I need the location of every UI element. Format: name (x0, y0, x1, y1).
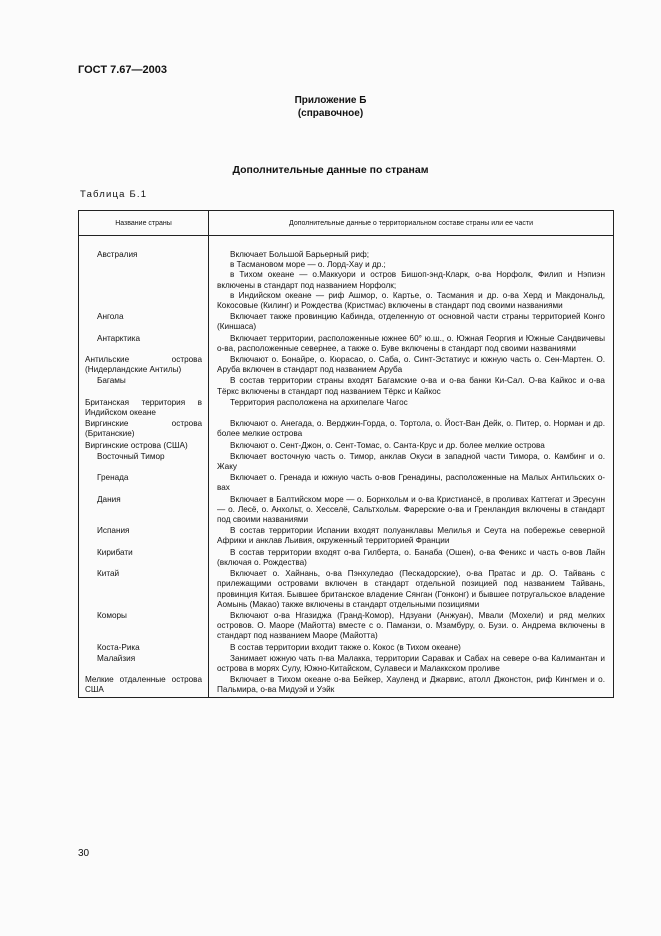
table-row (79, 311, 614, 332)
table-row (79, 440, 614, 451)
table-row (79, 610, 614, 642)
country-details (209, 397, 614, 418)
country-name: Виргинские острова (Британские) (79, 418, 209, 439)
details-paragraph: Включает также провинцию Кабинда, отделенную от основной части страны территорией Конго (Киншаса) (217, 312, 605, 332)
details-paragraph: Занимает южную чать п-ва Малакка, территории Саравак и Сабах на севере о-ва Калимантан и острова в морях Сулу, Южно-Китайском, Сулавеси и Малаккском проливе (217, 653, 605, 673)
page-number: 30 (78, 848, 90, 859)
details-paragraph: Территория расположена на архипелаге Чагос (230, 397, 408, 407)
country-name: Мелкие отдаленные острова США (79, 674, 209, 697)
country-name: Малайзия (79, 653, 209, 674)
country-name: Коморы (79, 610, 209, 642)
table-header-row (79, 211, 614, 236)
country-name: Антильские острова (Нидерландские Антилы) (79, 354, 209, 375)
table-row (79, 236, 614, 312)
country-details (209, 354, 614, 375)
country-name: Кирибати (79, 547, 209, 568)
table-row (79, 642, 614, 653)
table-row (79, 674, 614, 697)
details-paragraph: Включают о. Сент-Джон, о. Сент-Томас, о. Санта-Крус и др. более мелкие острова (230, 440, 545, 450)
country-details (209, 653, 614, 674)
country-details (209, 472, 614, 493)
country-details (209, 525, 614, 546)
table-row (79, 375, 614, 396)
details-paragraph: Включает Большой Барьерный риф; (230, 250, 370, 259)
table-row (79, 494, 614, 526)
appendix-type: (справочное) (297, 108, 364, 119)
details-paragraph: Включают о. Анегада, о. Верджин-Горда, о. Тортола, о. Йост-Ван Дейк, о. Питер, о. Норман и др. более мелкие острова (217, 419, 605, 439)
country-details (209, 440, 614, 451)
country-name: Австралия (79, 236, 209, 312)
country-data-table (78, 210, 614, 698)
column-header-country: Название страны (79, 211, 209, 236)
country-details (209, 333, 614, 354)
country-details (209, 642, 614, 653)
details-paragraph: Включает в Тихом океане о-ва Бейкер, Хауленд и Джарвис, атолл Джонстон, риф Кингмен и о. Пальмира, о-ва Мидуэй и Уэйк (217, 675, 605, 695)
country-details (209, 311, 614, 332)
details-paragraph: Включает восточную часть о. Тимор, анклав Окуси в западной части Тимора, о. Камбинг и о. Жаку (217, 451, 605, 472)
country-details (209, 610, 614, 642)
country-details (209, 451, 614, 472)
details-paragraph: Включает о. Гренада и южную часть о-вов Гренадины, расположенные на Малых Антильских о-вах (217, 473, 605, 493)
country-name: Гренада (79, 472, 209, 493)
country-details (209, 674, 614, 697)
country-name: Ангола (79, 311, 209, 332)
details-paragraph: Включают о-ва Нгазиджа (Гранд-Комор), Ндзуани (Анжуан), Мвали (Мохели) и ряд мелких островов. О. Маоре (Майотта) вместе с о. Паманзи, о. Мзамбуру, о. Бузи. о. Андрема включены в стандарт под названием Маоре (Майотта) (217, 610, 605, 641)
details-paragraph: Включает в Балтийском море — о. Борнхольм и о-ва Кристиансё, в проливах Каттегат и Эресунн — о. Лесё, о. Анхольт, о. Хесселё, Сальтхольм. Фарерские о-ва и Гренландия включены в стандарт под своими названиями (217, 494, 605, 525)
country-name: Китай (79, 568, 209, 610)
details-paragraph: Включает о. Хайнань, о-ва Пэнхуледао (Пескадорские), о-ва Пратас и др. О. Тайвань с прилежащими островами включен в стандарт отдельной позицией под названием Тайвань, провинция Китая. Бывшее британское владение Сянган (Гонконг) и бывшее потругальское владение Аомынь (Макао) также включены в стандарт отдельными позициями (217, 569, 605, 609)
table-row (79, 354, 614, 375)
country-name: Антарктика (79, 333, 209, 354)
table-row (79, 568, 614, 610)
country-name: Испания (79, 525, 209, 546)
country-name: Дания (79, 494, 209, 526)
country-details (209, 375, 614, 396)
country-name: Коста-Рика (79, 642, 209, 653)
details-paragraph: в Индийском океане — риф Ашмор, о. Картье, о. Тасмания и др. о-ва Херд и Макдональд, Кокосовые (Килинг) и Рождества (Кристмас) включены в стандарт под своими названиями (217, 290, 605, 311)
country-name: Багамы (79, 375, 209, 396)
country-name: Британская территория в Индийском океане (79, 397, 209, 418)
table-row (79, 397, 614, 418)
details-paragraph: В состав территории входит также о. Кокос (в Тихом океане) (230, 642, 461, 652)
table-row (79, 451, 614, 472)
column-header-details: Дополнительные данные о территориальном составе страны или ее части (209, 211, 614, 236)
country-details (209, 494, 614, 526)
table-row (79, 653, 614, 674)
table-row (79, 333, 614, 354)
appendix-label: Приложение Б (294, 95, 367, 106)
table-body (79, 236, 614, 698)
page-title: Дополнительные данные по странам (232, 164, 429, 176)
table-row (79, 472, 614, 493)
details-paragraph: В состав территории Испании входят полуанклавы Мелилья и Сеута на побережье северной Африки и анклав Льивия, окруженный территорией Франции (217, 526, 605, 546)
table-row (79, 547, 614, 568)
country-details (209, 568, 614, 610)
country-name: Виргинские острова (США) (79, 440, 209, 451)
details-paragraph: Включает территории, расположенные южнее 60° ю.ш., о. Южная Георгия и Южные Сандвичевы о-ва, расположенные севернее, а также о. Буве включены в стандарт под своими названиями (217, 333, 605, 353)
details-paragraph: в Тасмановом море — о. Лорд-Хау и др.; (230, 260, 386, 270)
country-details (209, 418, 614, 439)
table-caption: Таблица Б.1 (80, 189, 148, 200)
country-details (209, 547, 614, 568)
country-name: Восточный Тимор (79, 451, 209, 472)
details-paragraph: Включают о. Бонайре, о. Кюрасао, о. Саба, о. Синт-Эстатиус и южную часть о. Сен-Мартен. О. Аруба включен в стандарт под названием Аруба (217, 355, 605, 375)
table-row (79, 525, 614, 546)
details-paragraph: в Тихом океане — о.Маккуори и остров Бишоп-энд-Кларк, о-ва Норфолк, Филип и Нэпиэн включены в стандарт под названием Норфолк; (217, 270, 605, 290)
table-row (79, 418, 614, 439)
details-paragraph: В состав территории страны входят Багамские о-ва и о-ва банки Ки-Сал. О-ва Кайкос и о-ва Тёркс включены в стандарт под названием Тёркс и Кайкос (217, 376, 605, 396)
document-code: ГОСТ 7.67—2003 (78, 64, 167, 76)
country-details (209, 236, 614, 312)
details-paragraph: В состав территории входят о-ва Гилберта, о. Банаба (Ошен), о-ва Феникс и часть о-вов Лайн (включая о. Рождества) (217, 547, 605, 567)
